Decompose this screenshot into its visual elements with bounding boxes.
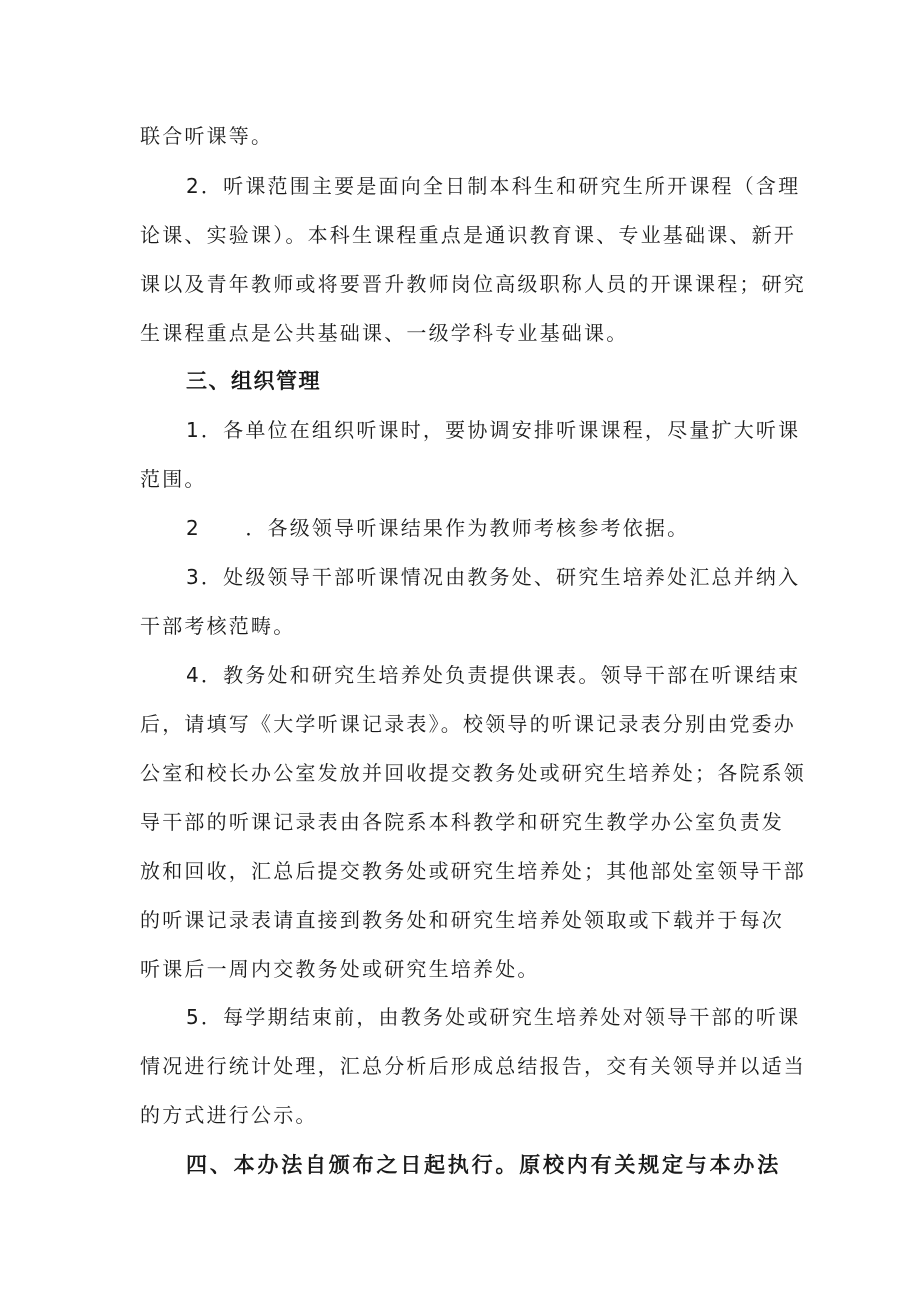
paragraph-line: 联合听课等。 [140, 124, 274, 148]
paragraph-line: 范围。 [140, 467, 207, 491]
paragraph-line: 2 ．各级领导听课结果作为教师考核参考依据。 [186, 516, 690, 540]
paragraph-line: 情况进行统计处理，汇总分析后形成总结报告，交有关领导并以适当 [140, 1054, 806, 1078]
paragraph-line: 的方式进行公示。 [140, 1103, 318, 1127]
paragraph-line: 论课、实验课）。本科生课程重点是通识教育课、专业基础课、新开 [140, 223, 796, 247]
section-heading: 四、本办法自颁布之日起执行。原校内有关规定与本办法 [186, 1153, 781, 1177]
paragraph-line: 4．教务处和研究生培养处负责提供课表。领导干部在听课结束 [186, 663, 801, 687]
paragraph-line: 导干部的听课记录表由各院系本科教学和研究生教学办公室负责发 [140, 810, 784, 834]
paragraph-line: 听课后一周内交教务处或研究生培养处。 [140, 957, 540, 981]
paragraph-line: 生课程重点是公共基础课、一级学科专业基础课。 [140, 321, 629, 345]
paragraph-line: 公室和校长办公室发放并回收提交教务处或研究生培养处；各院系领 [140, 761, 806, 785]
paragraph-line: 3．处级领导干部听课情况由教务处、研究生培养处汇总并纳入 [186, 565, 801, 589]
section-heading: 三、组织管理 [186, 369, 321, 393]
paragraph-line: 5．每学期结束前，由教务处或研究生培养处对领导干部的听课 [186, 1005, 801, 1029]
paragraph-line: 干部考核范畴。 [140, 614, 296, 638]
paragraph-line: 后，请填写《大学听课记录表》。校领导的听课记录表分别由党委办 [140, 712, 796, 736]
paragraph-line: 的听课记录表请直接到教务处和研究生培养处领取或下载并于每次 [140, 908, 784, 932]
paragraph-line: 课以及青年教师或将要晋升教师岗位高级职称人员的开课课程；研究 [140, 272, 806, 296]
paragraph-line: 2．听课范围主要是面向全日制本科生和研究生所开课程（含理 [186, 174, 801, 198]
paragraph-line: 放和回收，汇总后提交教务处或研究生培养处；其他部处室领导干部 [140, 859, 806, 883]
paragraph-line: 1．各单位在组织听课时，要协调安排听课课程，尽量扩大听课 [186, 418, 801, 442]
